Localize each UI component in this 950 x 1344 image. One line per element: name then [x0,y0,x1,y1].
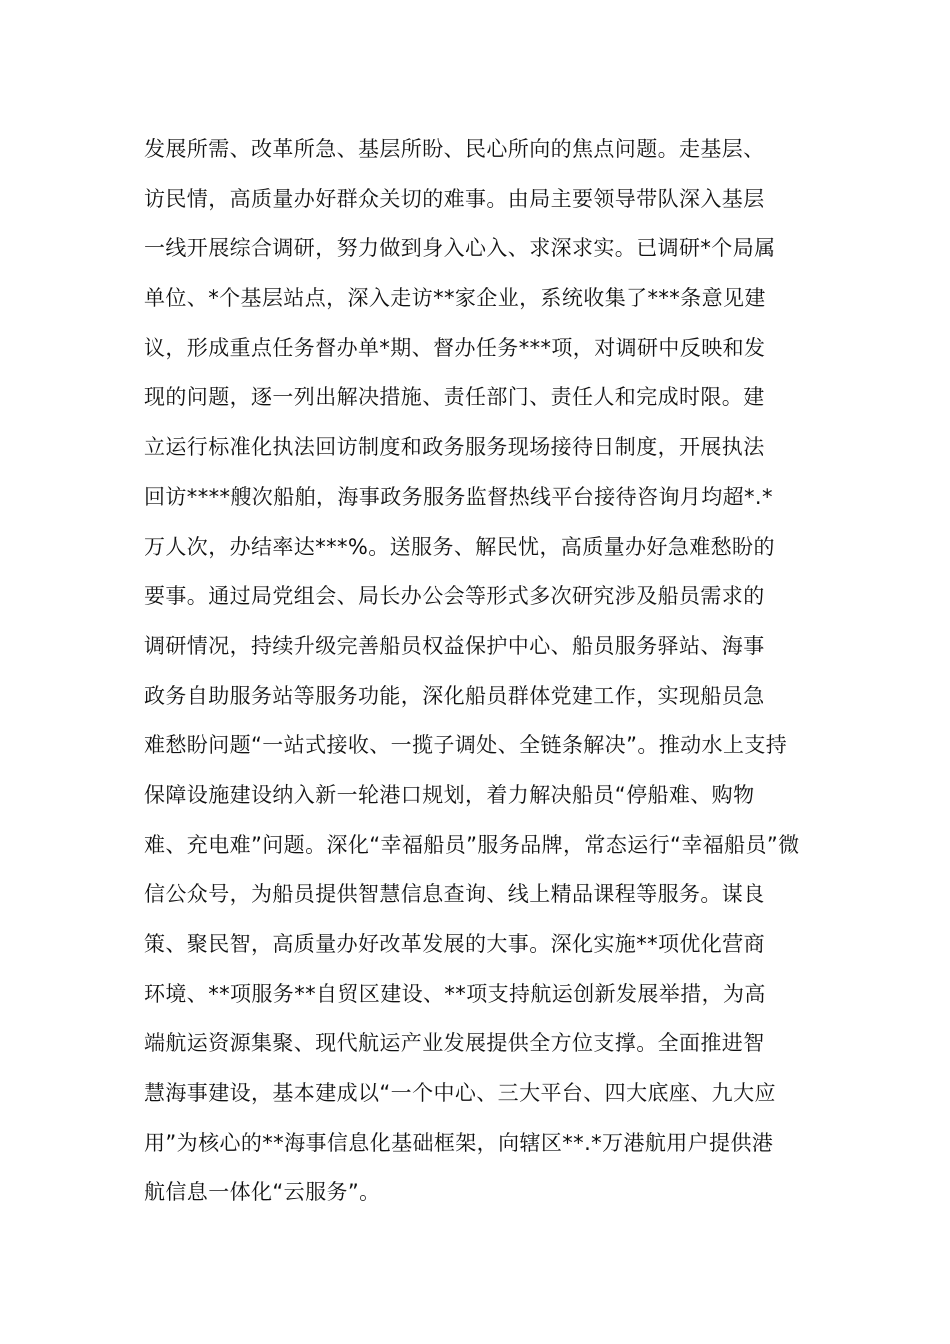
paragraph-line: 万人次，办结率达***%。送服务、解民忧，高质量办好急难愁盼的 [144,534,775,559]
paragraph-line: 慧海事建设，基本建成以“一个中心、三大平台、四大底座、九大应 [144,1081,776,1106]
paragraph-line: 难愁盼问题“一站式接收、一揽子调处、全链条解决”。推动水上支持 [144,733,788,758]
paragraph-line: 回访****艘次船舶，海事政务服务监督热线平台接待咨询月均超*.* [144,484,773,509]
paragraph-line: 访民情，高质量办好群众关切的难事。由局主要领导带队深入基层 [144,186,765,211]
paragraph-line: 发展所需、改革所急、基层所盼、民心所向的焦点问题。走基层、 [144,137,765,161]
paragraph-line: 现的问题，逐一列出解决措施、责任部门、责任人和完成时限。建 [144,385,765,410]
paragraph-line: 信公众号，为船员提供智慧信息查询、线上精品课程等服务。谋良 [144,882,765,907]
paragraph-line: 议，形成重点任务督办单*期、督办任务***项，对调研中反映和发 [144,335,766,360]
paragraph-line: 政务自助服务站等服务功能，深化船员群体党建工作，实现船员急 [144,683,765,708]
paragraph-line: 要事。通过局党组会、局长办公会等形式多次研究涉及船员需求的 [144,584,765,609]
paragraph-line: 立运行标准化执法回访制度和政务服务现场接待日制度，开展执法 [144,435,765,460]
paragraph-line: 航信息一体化“云服务”。 [144,1180,381,1205]
paragraph-line: 用”为核心的**海事信息化基础框架，向辖区**.*万港航用户提供港 [144,1130,774,1155]
paragraph-line: 一线开展综合调研，努力做到身入心入、求深求实。已调研*个局属 [144,236,776,261]
body-paragraph [144,125,809,1218]
paragraph-line: 保障设施建设纳入新一轮港口规划，着力解决船员“停船难、购物 [144,782,755,807]
paragraph-line: 单位、*个基层站点，深入走访**家企业，系统收集了***条意见建 [144,286,766,311]
paragraph-line: 难、充电难”问题。深化“幸福船员”服务品牌，常态运行“幸福船员”微 [144,832,800,857]
paragraph-line: 调研情况，持续升级完善船员权益保护中心、船员服务驿站、海事 [144,633,765,658]
paragraph-line: 端航运资源集聚、现代航运产业发展提供全方位支撑。全面推进智 [144,1031,765,1056]
paragraph-line: 策、聚民智，高质量办好改革发展的大事。深化实施**项优化营商 [144,932,765,956]
paragraph-line: 环境、**项服务**自贸区建设、**项支持航运创新发展举措，为高 [144,981,766,1006]
